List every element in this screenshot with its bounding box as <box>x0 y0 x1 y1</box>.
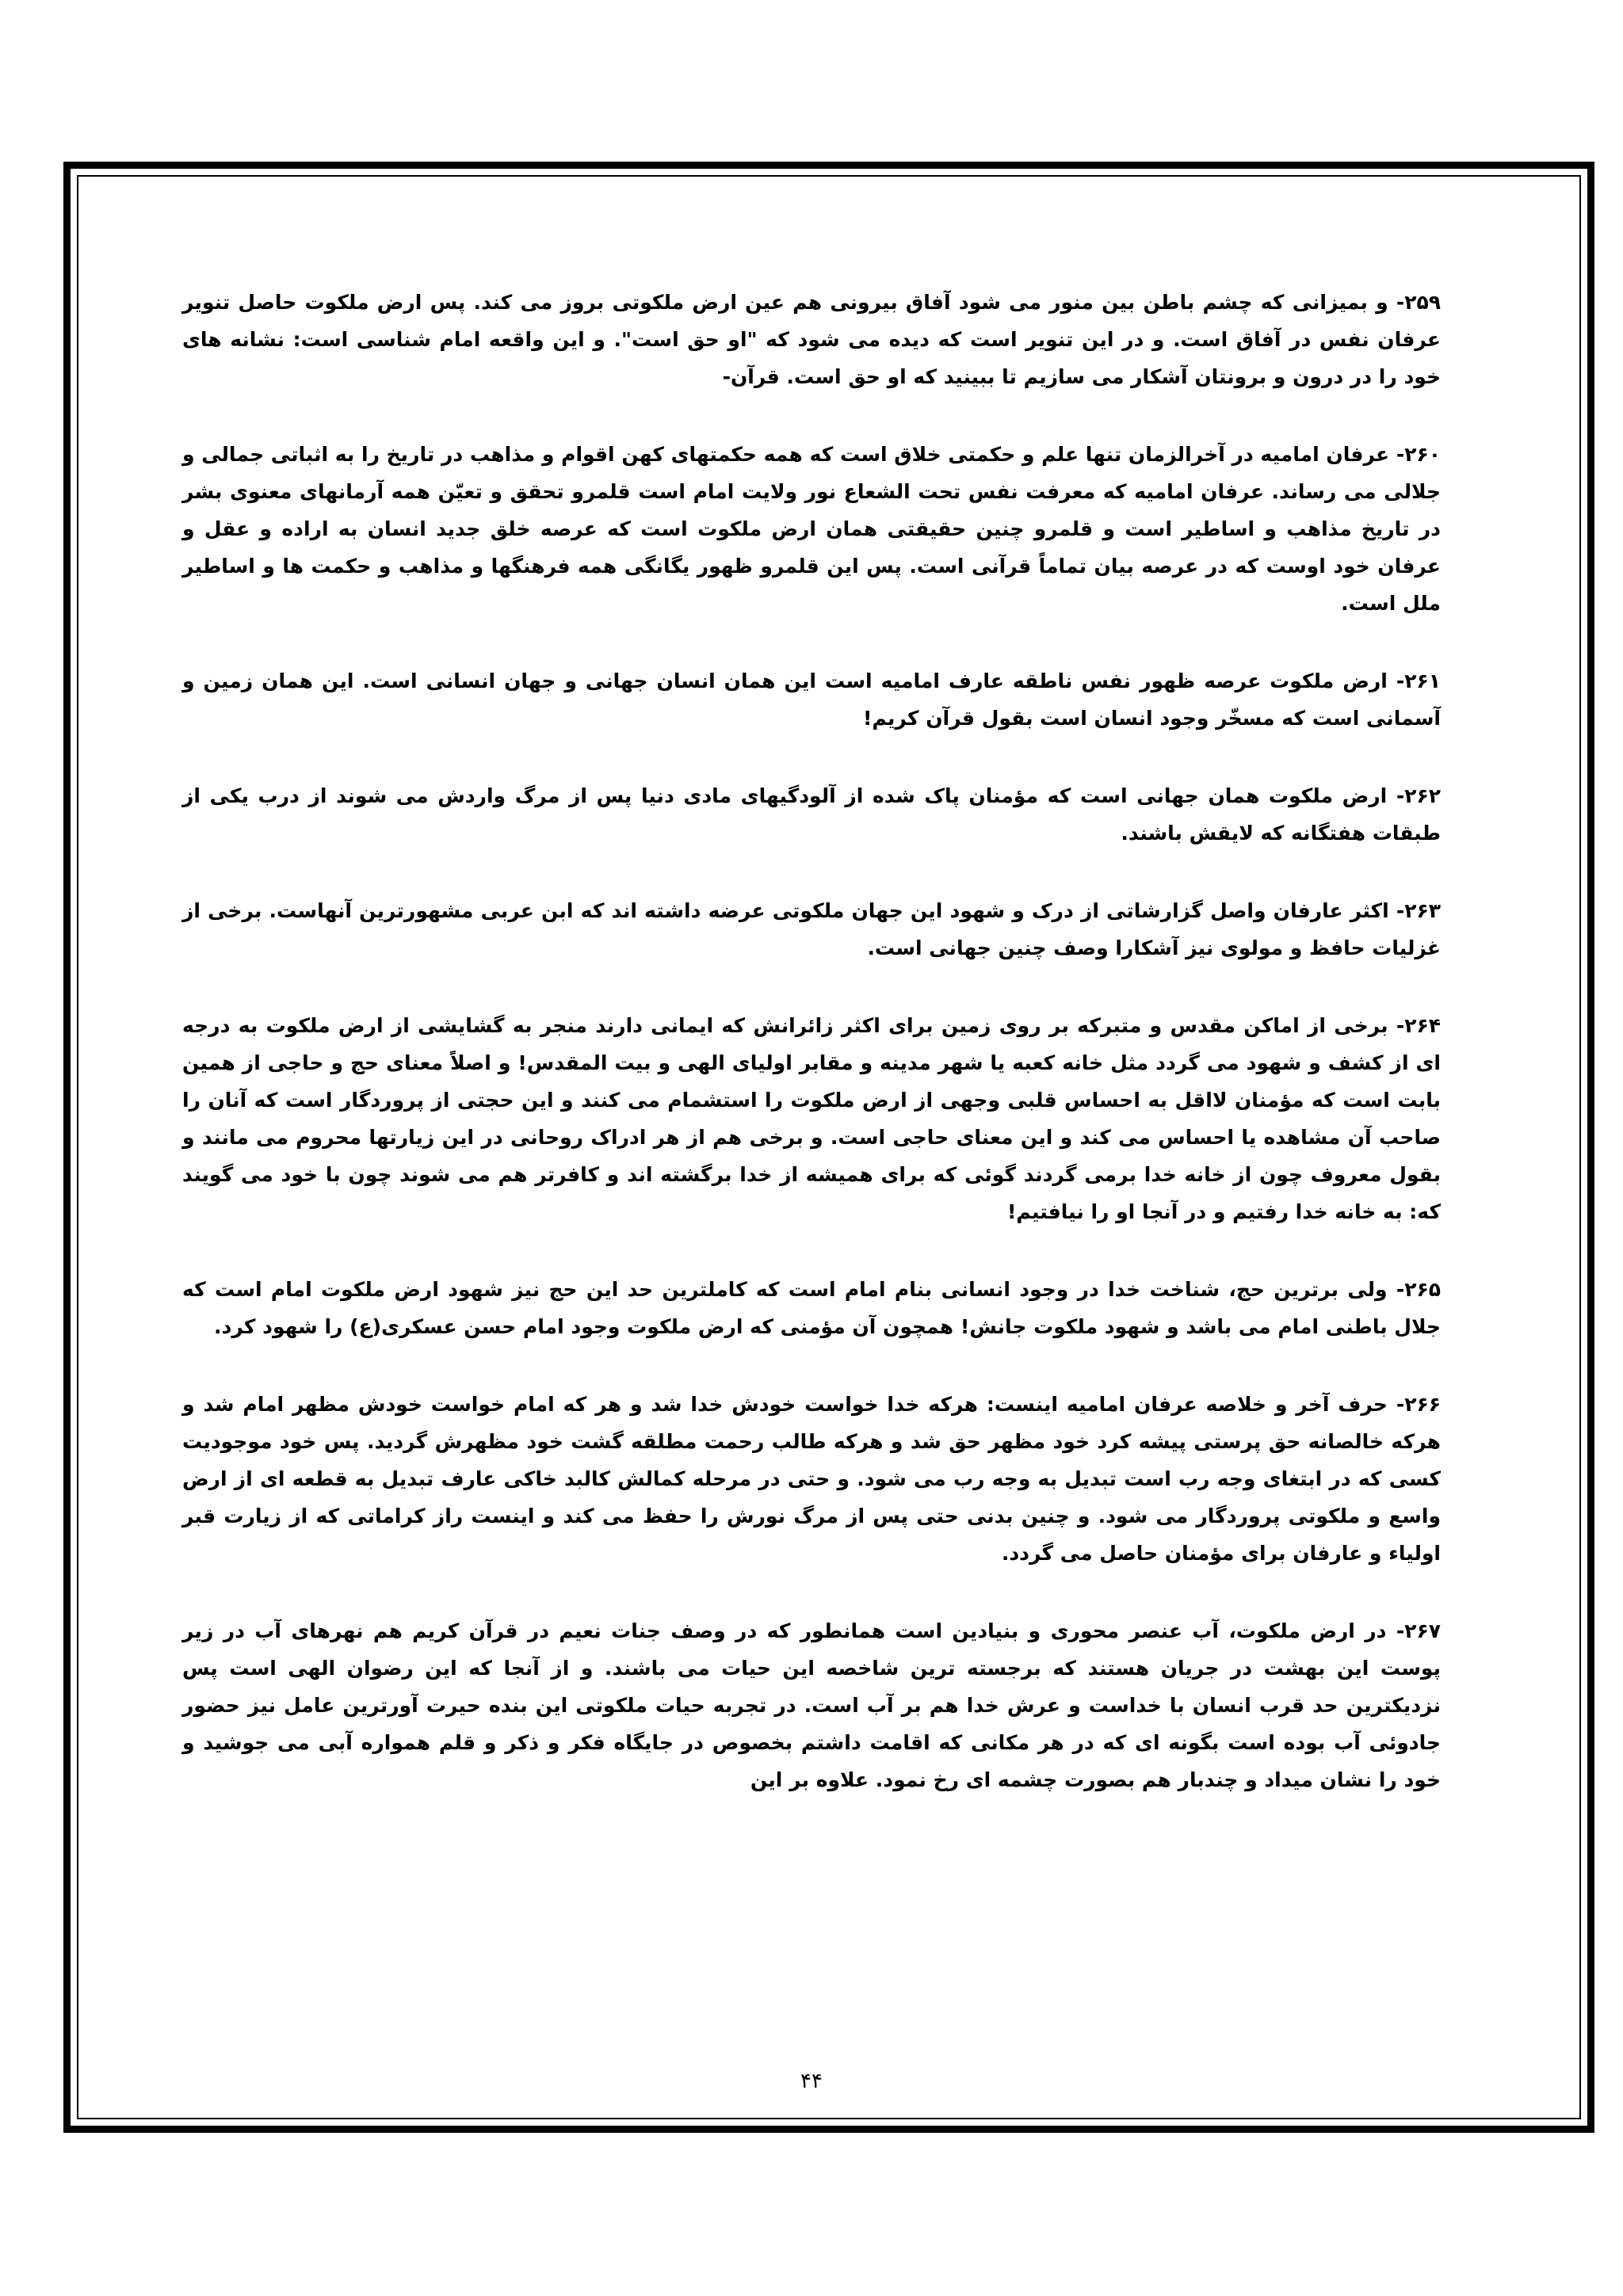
paragraph-266: ۲۶۶- حرف آخر و خلاصه عرفان امامیه اینست: هرکه خدا خواست خودش خدا شد و هر که امام خواست خودش مظهر امام شد و هرکه خالصانه حق پرستی پیشه کرد خود مظهر حق شد و هرکه طالب رحمت مطلقه گشت خود مظهرش گردید. پس خود موجودیت کسی که در ابتغای وجه رب است تبدیل به وجه رب می شود. و حتی در مرحله کمالش کالبد خاکی عارف تبدیل به قطعه ای از ارض واسع و ملکوتی پروردگار می شود. و چنین بدنی حتی پس از مرگ نورش را حفظ می کند و اینست راز کراماتی که از زیارت قبر اولیاء و عارفان برای مؤمنان حاصل می گردد. <box>182 1393 1441 1565</box>
paragraph-262: ۲۶۲- ارض ملکوت همان جهانی است که مؤمنان پاک شده از آلودگیهای مادی دنیا پس از مرگ واردش می شوند از درب یکی از طبقات هفتگانه که لایقش باشند. <box>182 784 1441 845</box>
paragraph-259: ۲۵۹- و بمیزانی که چشم باطن بین منور می شود آفاق بیرونی هم عین ارض ملکوتی بروز می کند. پس ارض ملکوت حاصل تنویر عرفان نفس در آفاق است. و در این تنویر است که دیده می شود که "او حق است". و این واقعه امام شناسی است: نشانه های خود را در درون و برونتان آشکار می سازیم تا ببینید که او حق است. قرآن- <box>182 291 1441 388</box>
paragraph-264: ۲۶۴- برخی از اماکن مقدس و متبرکه بر روی زمین برای اکثر زائرانش که ایمانی دارند منجر به گشایشی از ارض ملکوت به درجه ای از کشف و شهود می گردد مثل خانه کعبه یا شهر مدینه و مقابر اولیای الهی و بیت المقدس! و اصلاً معنای حج و حاجی از همین بابت است که مؤمنان لااقل به احساس قلبی وجهی از ارض ملکوت را استشمام می کنند و این حجتی از پروردگار است که آنان را صاحب آن مشاهده یا احساس می کند و این معنای حاجی است. و برخی هم از هر ادراک روحانی در این زیارتها محروم می مانند و بقول معروف چون از خانه خدا برمی گردند گوئی که برای همیشه از خدا برگشته اند و کافرتر هم می شوند چون با خود می گویند که: به خانه خدا رفتیم و در آنجا او را نیافتیم! <box>182 1014 1441 1223</box>
page-body <box>182 284 1441 1839</box>
paragraph-263: ۲۶۳- اکثر عارفان واصل گزارشاتی از درک و شهود این جهان ملکوتی عرضه داشته اند که ابن عربی مشهورترین آنهاست. برخی از غزلیات حافظ و مولوی نیز آشکارا وصف چنین جهانی است. <box>182 899 1441 959</box>
paragraph-260: ۲۶۰- عرفان امامیه در آخرالزمان تنها علم و حکمتی خلاق است که همه حکمتهای کهن اقوام و مذاهب در تاریخ را به اثباتی جمالی و جلالی می رساند. عرفان امامیه که معرفت نفس تحت الشعاع نور ولایت امام است قلمرو تحقق و تعیّن همه آرمانهای معنوی بشر در تاریخ مذاهب و اساطیر است و قلمرو چنین حقیقتی همان ارض ملکوت است که عرصه خلق جدید انسان به اراده و عقل و عرفان خود اوست که در عرصه بیان تماماً قرآنی است. پس این قلمرو ظهور یگانگی همه فرهنگها و مذاهب و حکمت ها و اساطیر ملل است. <box>182 443 1441 615</box>
paragraph-261: ۲۶۱- ارض ملکوت عرصه ظهور نفس ناطقه عارف امامیه است این همان انسان جهانی و جهان انسانی است. این همان زمین و آسمانی است که مسخّر وجود انسان است بقول قرآن کریم! <box>182 669 1441 730</box>
page-number: ۴۴ <box>800 2069 823 2093</box>
paragraph-267: ۲۶۷- در ارض ملکوت، آب عنصر محوری و بنیادین است همانطور که در وصف جنات نعیم در قرآن کریم هم نهرهای آب در زیر پوست این بهشت در جریان هستند که برجسته ترین شاخصه این حیات می باشند. و از آنجا که این رضوان الهی است پس نزدیکترین حد قرب انسان با خداست و عرش خدا هم بر آب است. در تجربه حیات ملکوتی این بنده حیرت آورترین عامل نیز حضور جادوئی آب بوده است بگونه ای که در هر مکانی که اقامت داشتم بخصوص در جایگاه فکر و ذکر و قلم همواره آبی می جوشید و خود را نشان میداد و چندبار هم بصورت چشمه ای رخ نمود. علاوه بر این <box>182 1619 1441 1791</box>
paragraph-265: ۲۶۵- ولی برترین حج، شناخت خدا در وجود انسانی بنام امام است که کاملترین حد این حج نیز شهود ارض ملکوت امام است که جلال باطنی امام می باشد و شهود ملکوت جانش! همچون آن مؤمنی که ارض ملکوت وجود امام حسن عسکری(ع) را شهود کرد. <box>182 1278 1441 1338</box>
